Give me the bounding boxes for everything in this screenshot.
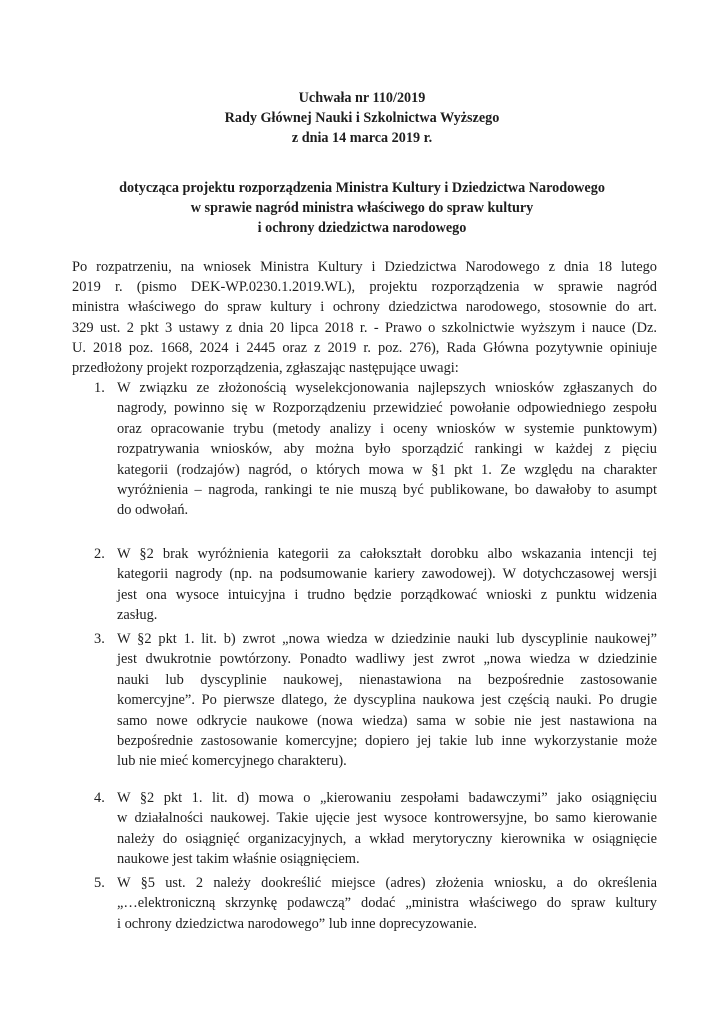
- remark-text: [117, 629, 657, 772]
- remark-line: należy do osiągnięć organizacyjnych, a wkład merytoryczny kierownika w osiągnięcie: [117, 830, 657, 847]
- intro-paragraph: [72, 257, 657, 378]
- remark-line: kategorii nagrody (np. na podsumowanie kariery zawodowej). W dotychczasowej wersji: [117, 566, 657, 583]
- remark-line: lub nie mieć komercyjnego charakteru).: [117, 753, 347, 770]
- remark-number: 4.: [94, 790, 105, 806]
- remark-number: 1.: [94, 380, 105, 396]
- remark-line: W związku ze złożonością wyselekcjonowania najlepszych wniosków zgłaszanych do: [117, 380, 657, 396]
- resolution-date: z dnia 14 marca 2019 r.: [291, 130, 433, 146]
- intro-line: ministra właściwego do spraw kultury i ochrony dziedzictwa narodowego, stosownie do art.: [72, 299, 657, 316]
- remark-line: „…elektroniczną skrzynkę podawczą” dodać „ministra właściwego do spraw kultury: [117, 895, 657, 912]
- subject-line: dotycząca projektu rozporządzenia Ministra Kultury i Dziedzictwa Narodowego: [119, 180, 605, 196]
- intro-line: przedłożony projekt rozporządzenia, zgłaszając następujące uwagi:: [72, 360, 459, 377]
- remark-line: W §2 brak wyróżnienia kategorii za całokształt dorobku albo wskazania intencji tej: [117, 546, 657, 562]
- subject-line: i ochrony dziedzictwa narodowego: [257, 220, 467, 236]
- remark-line: komercyjne”. Po pierwsze dlatego, że dyscyplina naukowa jest częścią nauki. Po drugie: [117, 692, 657, 709]
- remark-line: samo nowe odkrycie naukowe (nowa wiedza) sama w sobie nie jest nastawiona na: [117, 712, 657, 729]
- remark-line: W §2 pkt 1. lit. d) mowa o „kierowaniu zespołami badawczymi” jako osiągnięciu: [117, 790, 657, 806]
- remark-line: w działalności naukowej. Takie ujęcie jest wysoce kontrowersyjne, bo samo kierowanie: [117, 810, 657, 827]
- remark-text: [117, 544, 657, 626]
- remark-line: W §2 pkt 1. lit. b) zwrot „nowa wiedza w dziedzinie nauki lub dyscyplinie naukowej”: [117, 631, 657, 647]
- remark-line: nagrody, powinno się w Rozporządzeniu przewidzieć powołanie odpowiedniego zespołu: [117, 400, 657, 417]
- intro-line: U. 2018 poz. 1668, 2024 i 2445 oraz z 2019 r. poz. 276), Rada Główna pozytywnie opiniuje: [72, 339, 657, 356]
- intro-line: 2019 r. (pismo DEK-WP.0230.1.2019.WL), projektu rozporządzenia w sprawie nagród: [72, 279, 657, 296]
- remark-number: 3.: [94, 631, 105, 647]
- resolution-subject: [0, 178, 724, 238]
- resolution-header: [0, 88, 724, 148]
- subject-line: w sprawie nagród ministra właściwego do spraw kultury: [190, 200, 534, 216]
- remark-line: naukowe jest takim właśnie osiągnięciem.: [117, 851, 360, 868]
- remark-line: rozpatrywania wniosków, aby można było sporządzić rankingi w każdej z pięciu: [117, 441, 657, 458]
- remark-text: [117, 873, 657, 934]
- remark-number: 2.: [94, 546, 105, 562]
- intro-line: 329 ust. 2 pkt 3 ustawy z dnia 20 lipca 2018 r. - Prawo o szkolnictwie wyższym i nauce (Dz.: [72, 319, 657, 336]
- remark-text: [117, 788, 657, 870]
- intro-line: Po rozpatrzeniu, na wniosek Ministra Kultury i Dziedzictwa Narodowego z dnia 18 lutego: [72, 259, 657, 275]
- remark-line: W §5 ust. 2 należy dookreślić miejsce (adres) złożenia wniosku, a do określenia: [117, 875, 657, 891]
- remark-line: jest ona wysoce intuicyjna i trudno będzie porządkować wnioski z punktu widzenia: [117, 586, 657, 603]
- remark-line: bezpośrednie zastosowanie komercyjne; dopiero jej takie lub inne wykorzystanie może: [117, 733, 657, 750]
- remark-line: i ochrony dziedzictwa narodowego” lub inne doprecyzowanie.: [117, 915, 478, 932]
- remark-line: oraz opracowanie trybu (metody analizy i oceny wniosków w systemie punktowym): [117, 420, 657, 437]
- remark-text: [117, 378, 657, 521]
- resolution-number: Uchwała nr 110/2019: [298, 90, 426, 106]
- remark-line: jest dwukrotnie powtórzony. Ponadto wadliwy jest zwrot „nowa wiedza w dziedzinie: [117, 651, 657, 668]
- remark-line: zasług.: [117, 607, 158, 624]
- remark-line: nauki lub dyscyplinie naukowej, nienastawiona na bezpośrednie zastosowanie: [117, 671, 657, 688]
- remark-line: kategorii (rodzajów) nagród, o których mowa w §1 pkt 1. Ze względu na charakter: [117, 461, 657, 478]
- remark-line: do odwołań.: [117, 502, 189, 519]
- issuing-body: Rady Głównej Nauki i Szkolnictwa Wyższego: [224, 110, 500, 126]
- remark-number: 5.: [94, 875, 105, 891]
- remark-line: wyróżnienia – nagroda, rankingi te nie muszą być publikowane, bo dawałoby to asumpt: [117, 482, 657, 499]
